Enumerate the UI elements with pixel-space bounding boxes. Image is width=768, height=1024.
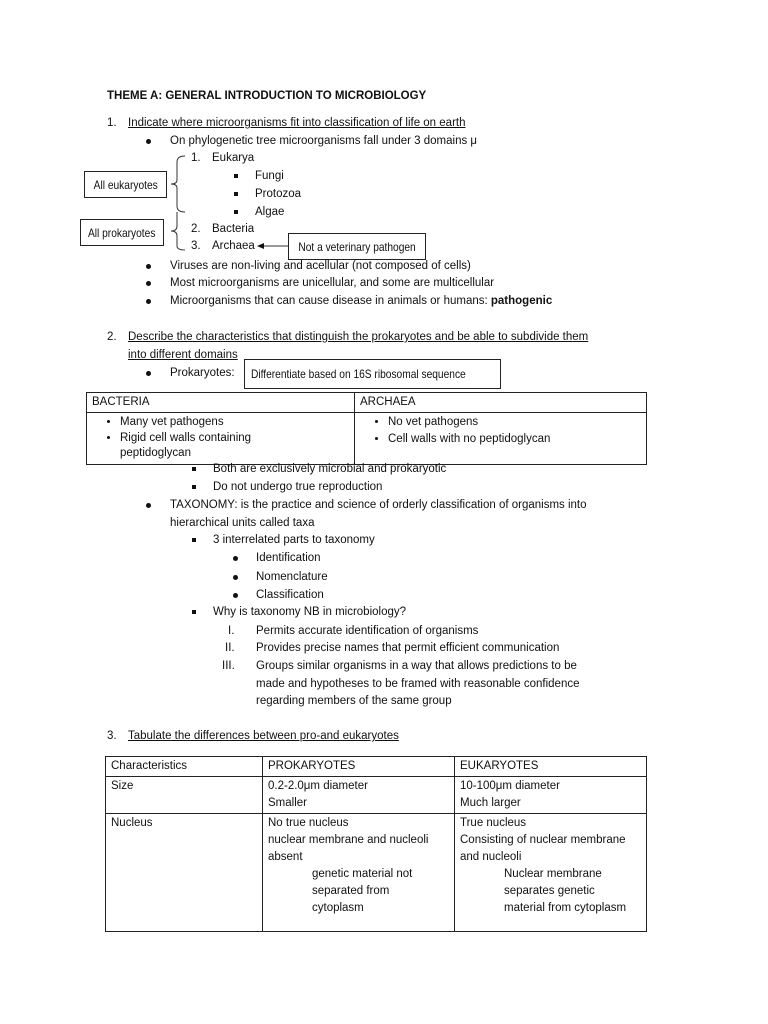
q2-text-2: into different domains xyxy=(128,349,238,361)
q1-bullet-pathogenic: Microorganisms that can cause disease in animals or humans: pathogenic xyxy=(170,295,553,307)
part-classification: Classification xyxy=(256,589,324,601)
callout-archaea: Not a veterinary pathogen xyxy=(288,233,426,260)
header-prokaryotes: PROKARYOTES xyxy=(263,757,455,777)
q2-number: 2. xyxy=(107,331,117,343)
q1-text: Indicate where microorganisms fit into classification of life on earth xyxy=(128,117,466,129)
domain-num: 3. xyxy=(191,240,201,252)
taxonomy-def-1: TAXONOMY: is the practice and science of orderly classification of organisms into xyxy=(170,499,587,511)
domain-num: 1. xyxy=(191,152,201,164)
cell-line: Much larger xyxy=(460,797,521,809)
square-bullet-icon xyxy=(192,485,196,489)
q3-text: Tabulate the differences between pro-and eukaryotes xyxy=(128,730,399,742)
cell-line: Consisting of nuclear membrane xyxy=(460,834,626,846)
header-archaea: ARCHAEA xyxy=(355,393,647,413)
bullet-icon xyxy=(146,299,151,304)
taxonomy-def-2: hierarchical units called taxa xyxy=(170,517,315,529)
cell-line: Smaller xyxy=(268,797,307,809)
table-row xyxy=(106,777,647,814)
q1-bullet-unicellular: Most microorganisms are unicellular, and some are multicellular xyxy=(170,277,495,289)
sub-protozoa: Protozoa xyxy=(255,188,302,200)
callout-eukaryotes: All eukaryotes xyxy=(84,171,167,198)
arrow-icon xyxy=(257,243,264,249)
domain-bacteria: Bacteria xyxy=(212,223,255,235)
cell-line: cytoplasm xyxy=(312,902,364,914)
table-header-row xyxy=(106,757,647,777)
bullet-icon xyxy=(146,371,151,376)
cell-line: separates genetic xyxy=(504,885,595,897)
list-item: • No vet pathogens xyxy=(388,414,641,431)
reason-2: Provides precise names that permit efficient communication xyxy=(256,642,560,654)
page-title: THEME A: GENERAL INTRODUCTION TO MICROBIOLOGY xyxy=(107,90,427,102)
square-bullet-icon xyxy=(192,610,196,614)
square-bullet-icon xyxy=(192,538,196,542)
domain-archaea: Archaea xyxy=(212,240,255,252)
header-bacteria: BACTERIA xyxy=(87,393,355,413)
table-header-row xyxy=(87,393,647,413)
list-item: • Many vet pathogens xyxy=(120,414,349,431)
both-microbial: Both are exclusively microbial and prokaryotic xyxy=(213,463,447,475)
cell-line: material from cytoplasm xyxy=(504,902,627,914)
domain-eukarya: Eukarya xyxy=(212,152,255,164)
row-label-nucleus: Nucleus xyxy=(106,814,263,932)
bullet-icon xyxy=(146,503,151,508)
cell-line: absent xyxy=(268,851,303,863)
bacteria-archaea-table xyxy=(86,392,647,465)
q1-bullet: On phylogenetic tree microorganisms fall under 3 domains μ xyxy=(170,135,478,147)
cell-line: No true nucleus xyxy=(268,817,349,829)
cell-line: separated from xyxy=(312,885,390,897)
reason-1: Permits accurate identification of organisms xyxy=(256,625,479,637)
part-nomenclature: Nomenclature xyxy=(256,571,328,583)
domain-num: 2. xyxy=(191,223,201,235)
roman-num: I. xyxy=(228,625,235,637)
cell-line: 0.2-2.0μm diameter xyxy=(268,780,368,792)
cell-line: and nucleoli xyxy=(460,851,522,863)
header-characteristics: Characteristics xyxy=(106,757,263,777)
why-taxonomy: Why is taxonomy NB in microbiology? xyxy=(213,606,407,618)
callout-prokaryotes: All prokaryotes xyxy=(80,219,164,246)
bullet-icon xyxy=(233,575,238,580)
bullet-icon xyxy=(233,593,238,598)
prokaryotes-label: Prokaryotes: xyxy=(170,367,235,379)
parts-heading: 3 interrelated parts to taxonomy xyxy=(213,534,375,546)
reason-3-line-1: Groups similar organisms in a way that allows predictions to be xyxy=(256,660,577,672)
cell-line: True nucleus xyxy=(460,817,527,829)
q2-text-1: Describe the characteristics that distinguish the prokaryotes and be able to subdivide them xyxy=(128,331,589,343)
part-identification: Identification xyxy=(256,552,321,564)
pro-eukaryote-table xyxy=(105,756,647,932)
q1-number: 1. xyxy=(107,117,117,129)
q3-number: 3. xyxy=(107,730,117,742)
roman-num: II. xyxy=(225,642,235,654)
bullet-icon xyxy=(146,281,151,286)
list-item: • Cell walls with no peptidoglycan xyxy=(388,431,641,448)
q1-bullet-viruses: Viruses are non-living and acellular (not composed of cells) xyxy=(170,260,471,272)
no-true-reproduction: Do not undergo true reproduction xyxy=(213,481,383,493)
table-row xyxy=(87,413,647,465)
table-row xyxy=(106,814,647,932)
header-eukaryotes: EUKARYOTES xyxy=(455,757,647,777)
reason-3-line-2: made and hypotheses to be framed with reasonable confidence xyxy=(256,678,580,690)
bullet-icon xyxy=(146,264,151,269)
pathogenic-term: pathogenic xyxy=(490,295,553,307)
reason-3-line-3: regarding members of the same group xyxy=(256,695,452,707)
sub-fungi: Fungi xyxy=(255,170,284,182)
row-label-size: Size xyxy=(106,777,263,814)
cell-line: nuclear membrane and nucleoli xyxy=(268,834,429,846)
list-item: • Rigid cell walls containing peptidoglycan xyxy=(120,431,270,461)
bullet-icon xyxy=(233,556,238,561)
cell-line: Nuclear membrane xyxy=(504,868,602,880)
roman-num: III. xyxy=(222,660,235,672)
cell-line: genetic material not xyxy=(312,868,413,880)
cell-line: 10-100μm diameter xyxy=(460,780,560,792)
callout-16s: Differentiate based on 16S ribosomal sequence xyxy=(244,359,501,389)
square-bullet-icon xyxy=(192,467,196,471)
sub-algae: Algae xyxy=(255,206,285,218)
